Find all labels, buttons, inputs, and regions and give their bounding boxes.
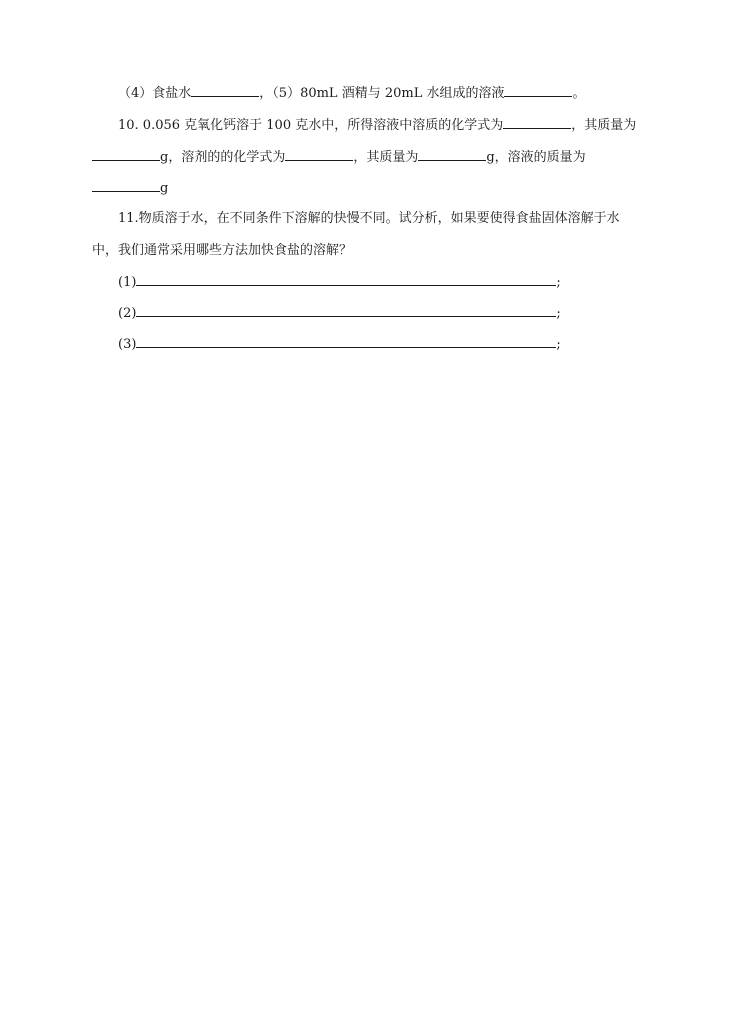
q11-text-1: 11.物质溶于水，在不同条件下溶解的快慢不同。试分析，如果要使得食盐固体溶解于水 — [118, 211, 620, 226]
q10-line2 — [92, 147, 586, 165]
q11-line1 — [118, 210, 620, 228]
q11-answer-1-blank[interactable] — [136, 272, 556, 286]
q9-separator: ， — [259, 86, 273, 101]
q11-answer-2-blank[interactable] — [136, 303, 556, 317]
q9-item5-text: （5）80mL 酒精与 20mL 水组成的溶液 — [272, 86, 505, 101]
q9-line — [118, 83, 586, 101]
q10-line1 — [118, 115, 636, 133]
q11-answer-3-end: ; — [556, 337, 561, 352]
q9-item5-blank[interactable] — [504, 83, 572, 97]
q10-text-6: g — [160, 181, 169, 196]
q9-item4-text: （4）食盐水 — [118, 86, 192, 101]
q10-text-4: ，其质量为 — [353, 150, 419, 165]
q10-solvent-formula-blank[interactable] — [285, 147, 353, 161]
q10-text-2: ，其质量为 — [571, 118, 637, 133]
q11-answer-2-end: ; — [556, 306, 561, 321]
q11-line2 — [92, 242, 352, 260]
q10-solute-mass-blank[interactable] — [92, 147, 160, 161]
q10-solution-mass-blank[interactable] — [92, 178, 160, 192]
q10-line3 — [92, 178, 168, 196]
q10-text-3: g，溶剂的的化学式为 — [160, 150, 286, 165]
q11-answer-3-label: (3) — [118, 337, 137, 352]
q11-answer-1-label: (1) — [118, 275, 137, 290]
q11-answer-3 — [118, 334, 561, 352]
q10-solute-formula-blank[interactable] — [503, 115, 571, 129]
q11-answer-3-blank[interactable] — [136, 334, 556, 348]
q10-solvent-mass-blank[interactable] — [418, 147, 486, 161]
q9-item4-blank[interactable] — [191, 83, 259, 97]
q11-answer-2-label: (2) — [118, 306, 137, 321]
q11-text-2: 中，我们通常采用哪些方法加快食盐的溶解？ — [92, 243, 353, 258]
q10-text-5: g，溶液的质量为 — [486, 150, 586, 165]
q11-answer-1 — [118, 272, 561, 290]
q9-end: 。 — [572, 86, 586, 101]
q10-text-1: 10. 0.056 克氧化钙溶于 100 克水中，所得溶液中溶质的化学式为 — [118, 118, 504, 133]
q11-answer-1-end: ; — [556, 275, 561, 290]
q11-answer-2 — [118, 303, 561, 321]
